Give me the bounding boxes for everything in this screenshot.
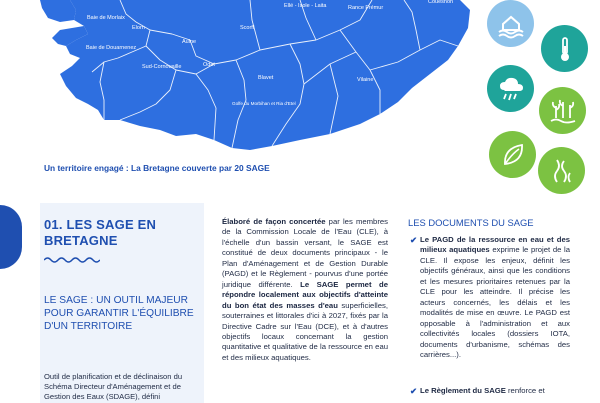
map-label-golfe: Golfe du Morbihan et Ria d'Etel <box>232 101 296 106</box>
rain-cloud-icon <box>487 65 534 112</box>
wetland-plants-icon <box>539 87 586 134</box>
bullet-2-text: renforce et <box>505 386 545 395</box>
bullet-pagd <box>410 235 570 360</box>
map-label-baie-de-morlaix: Baie de Morlaix <box>87 15 125 21</box>
map-label-couesnon: Couesnon <box>428 0 454 5</box>
section-title: 01. LES SAGE EN BRETAGNE <box>44 217 157 248</box>
middle-paragraph <box>222 217 388 363</box>
check-icon: ✔ <box>410 386 418 396</box>
middle-p1-text: par les membres de la Commission Locale de l'Eau (CLE), à l'échelle d'un bassin versant, le SAGE est constitué de deux documents principaux - le Plan d'Aménagement et de Gestion Durable (PAGD) et le Règlement - pourvus d'une portée juridique différente. <box>222 217 389 289</box>
map-label-elle-isole-laita: Ellé - Isole - Laita <box>284 3 327 9</box>
map-label-aulne: Aulne <box>182 39 197 45</box>
wave-divider <box>44 256 100 264</box>
map-label-scorff: Scorff <box>240 25 255 31</box>
sage-map <box>0 0 480 158</box>
bullet-1-text: exprime le projet de la CLE. Il expose les enjeux, définit les objectifs généraux, ainsi que les conditions et les mesures prioritaires retenues par la CLE pour les atteindre. Il précise les acteurs concernés, les délais et les modalités de mise en œuvre. Le PAGD est opposable à l'administration et aux collectivités locales (dossiers IOTA, documents d'urbanisme, schémas des carrières...). <box>420 245 570 359</box>
map-label-elorn: Elorn <box>132 25 145 31</box>
bullet-reglement <box>410 386 570 396</box>
check-icon: ✔ <box>410 235 418 245</box>
bullet-1-bold: Le PAGD de la ressource en eau et des milieux aquatiques <box>420 235 570 255</box>
map-label-blavet: Blavet <box>258 75 274 81</box>
middle-p1-bold: Élaboré de façon concertée <box>222 217 326 226</box>
map-label-baie-de-douarnenez: Baie de Douarnenez <box>86 45 137 51</box>
map-label-sud-cornouaille: Sud-Cornouaille <box>142 64 182 70</box>
documents-title: LES DOCUMENTS DU SAGE <box>408 217 534 228</box>
section-subtitle: LE SAGE : UN OUTIL MAJEUR POUR GARANTIR L'ÉQUILIBRE D'UN TERRITOIRE <box>44 295 194 332</box>
brittany-map-shape <box>0 0 480 160</box>
bullet-2-bold: Le Règlement du SAGE <box>420 386 506 395</box>
thermometer-icon <box>541 25 588 72</box>
map-label-rance: Rance Frémur <box>348 5 384 11</box>
flood-house-icon <box>487 0 534 47</box>
middle-p2-text: superficielles, souterraines et littorales d'ici à 2027, fixés par la Directive Cadre sur l'Eau (DCE), et à d'autres objectifs locaux concernant la gestion quantitative et qualitative de la ressource en eau et des milieux aquatiques. <box>222 300 388 362</box>
leaf-icon <box>489 131 536 178</box>
seaweed-icon <box>538 147 585 194</box>
map-label-odet: Odet <box>203 62 215 68</box>
middle-p2-bold: Le SAGE permet de répondre localement aux objectifs d'atteinte du bon état des masses d'eau <box>222 279 388 310</box>
side-tab-marker <box>0 205 22 269</box>
section-intro: Outil de planification et de déclinaison du Schéma Directeur d'Aménagement et de Gestion des Eaux (SDAGE), défini <box>44 372 183 402</box>
map-caption: Un territoire engagé : La Bretagne couverte par 20 SAGE <box>44 163 270 173</box>
map-label-vilaine: Vilaine <box>357 77 374 83</box>
